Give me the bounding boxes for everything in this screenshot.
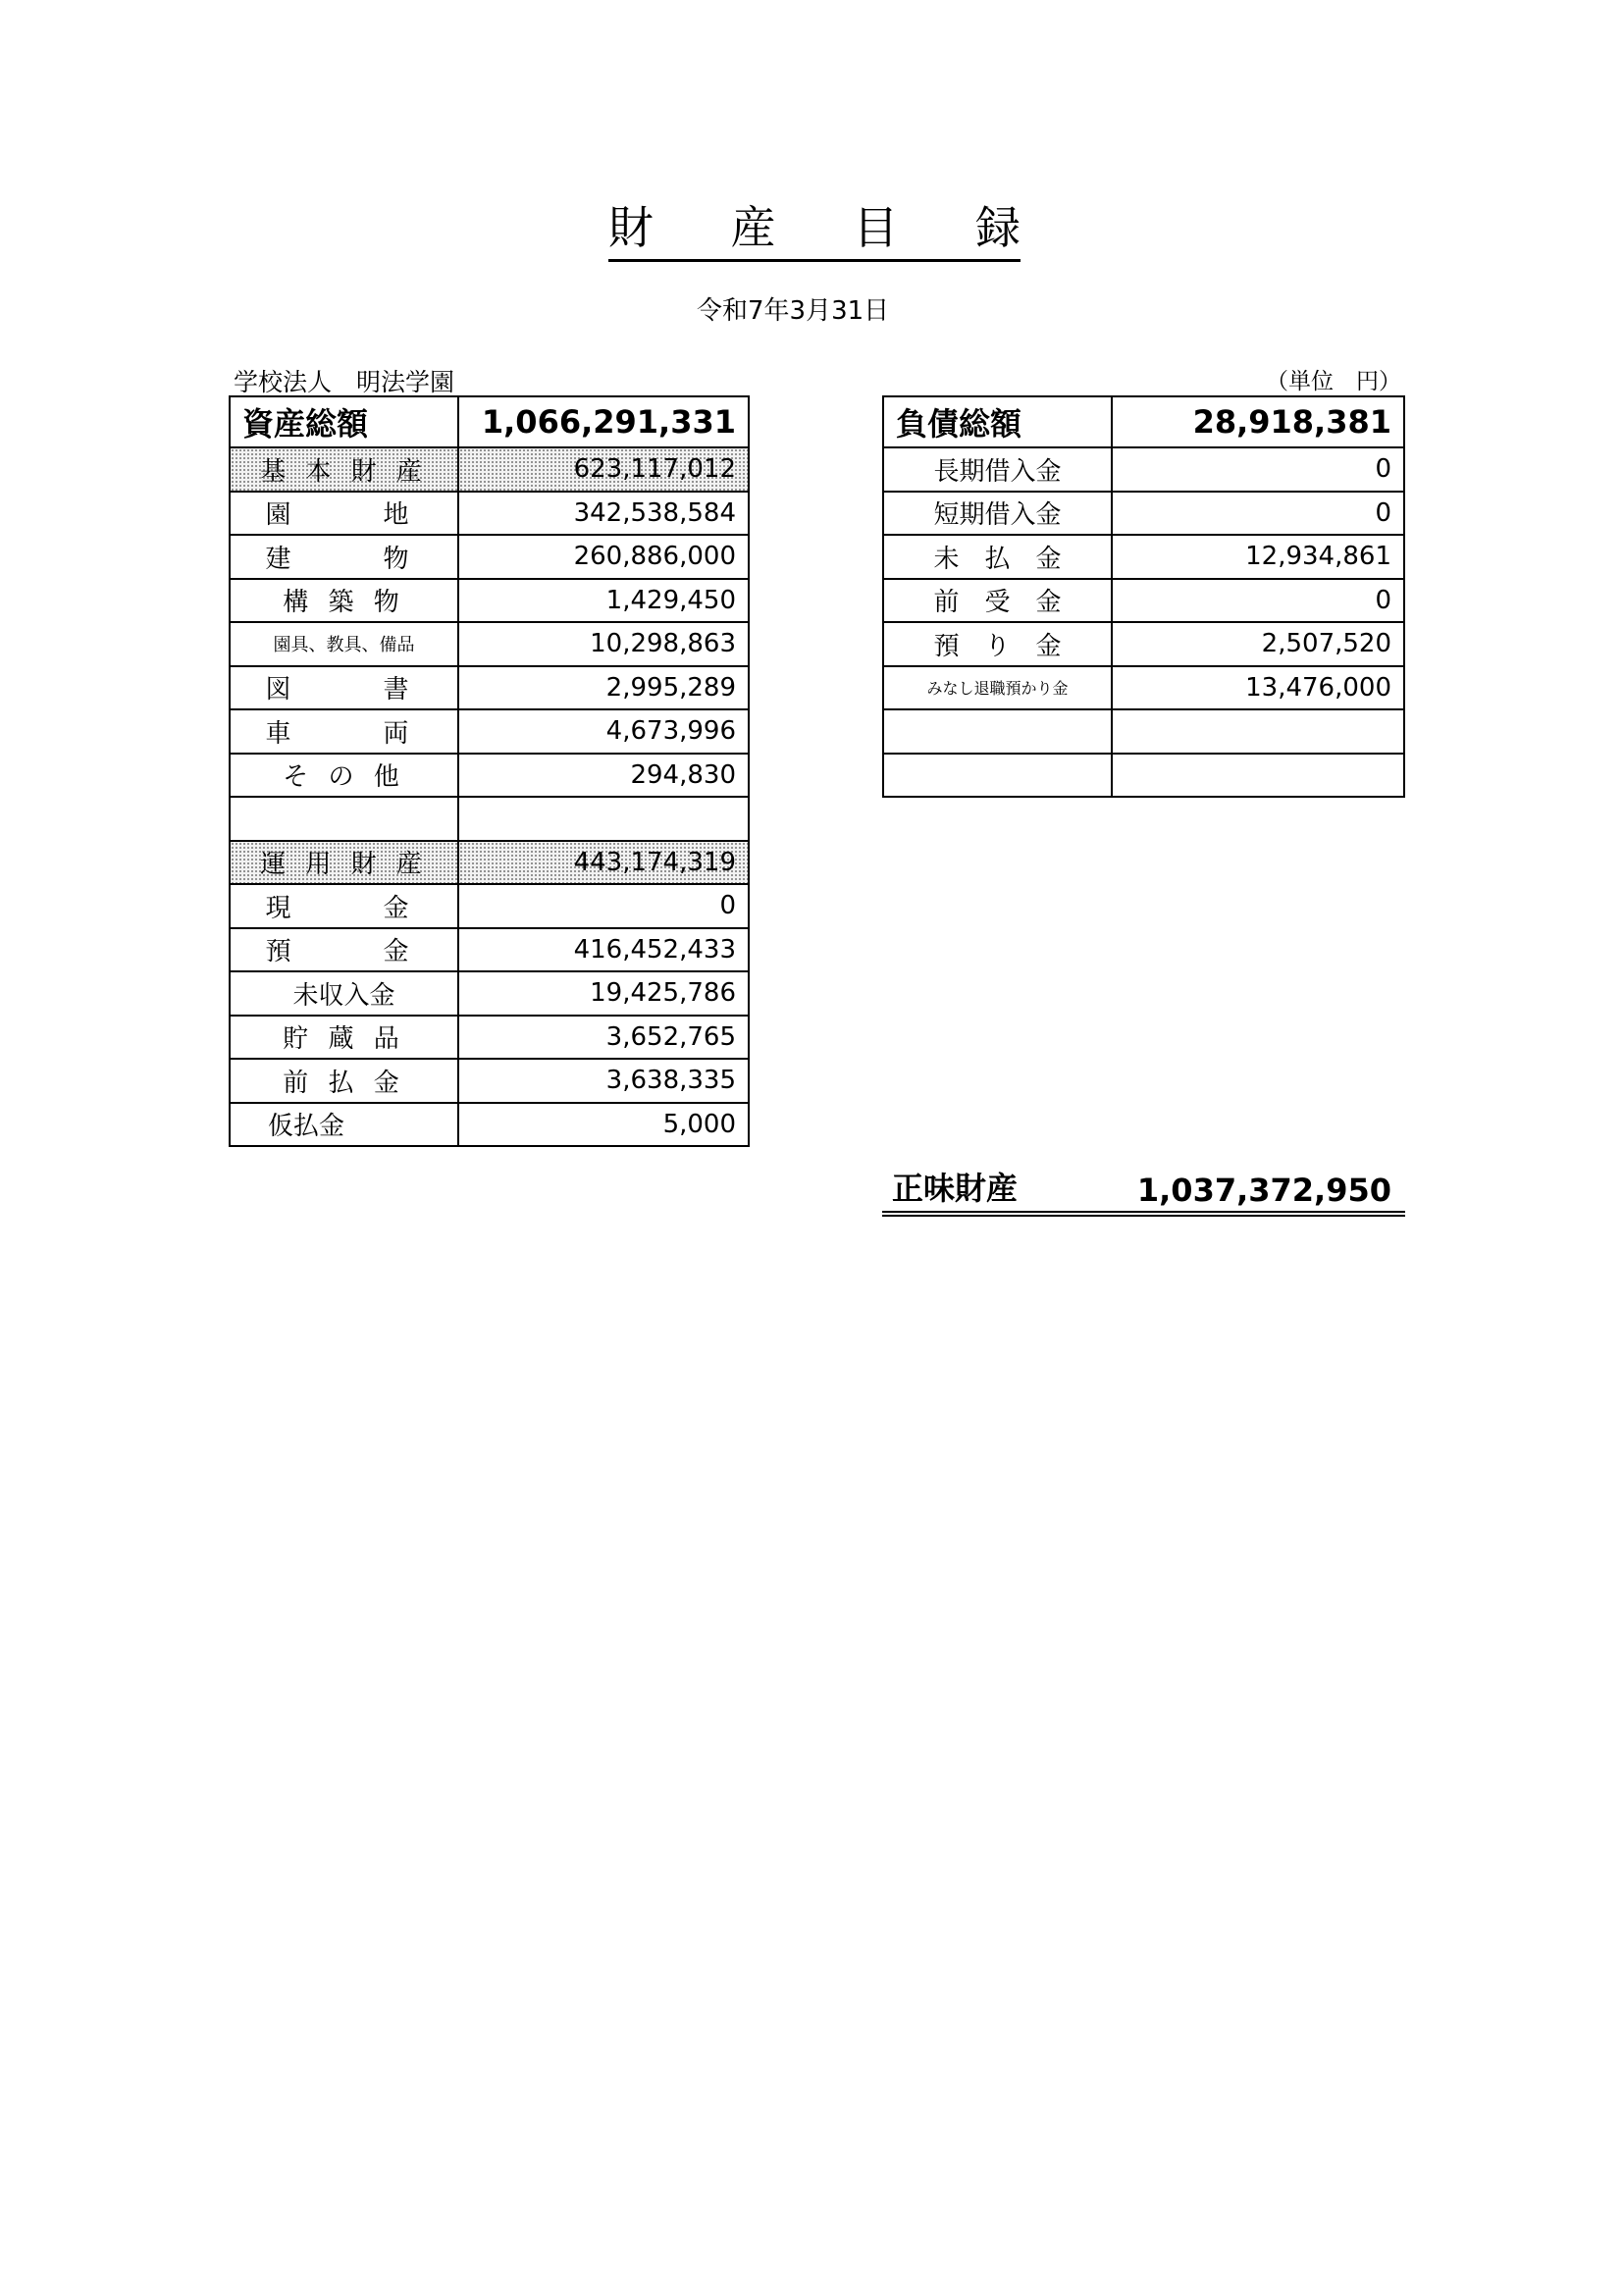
asset-item-value: 1,429,450	[458, 579, 749, 623]
operating-assets-row	[230, 841, 749, 885]
table-row	[883, 579, 1404, 623]
assets-total-label: 資産総額	[230, 396, 458, 447]
asset-item-value: 294,830	[458, 754, 749, 798]
table-row	[883, 666, 1404, 710]
liability-item-label: 未 払 金	[883, 535, 1112, 579]
asset-item-label: 未収入金	[230, 971, 458, 1016]
table-row	[883, 535, 1404, 579]
asset-item-value: 416,452,433	[458, 928, 749, 972]
net-assets-label: 正味財産	[892, 1170, 1019, 1207]
empty-cell	[883, 709, 1112, 754]
empty-row	[230, 797, 749, 841]
liabilities-table	[882, 395, 1405, 798]
asset-item-label: 貯 蔵 品	[230, 1016, 458, 1060]
asset-item-value: 2,995,289	[458, 666, 749, 710]
liability-item-label: 預 り 金	[883, 622, 1112, 666]
asset-item-label: 建 物	[230, 535, 458, 579]
basic-assets-label: 基 本 財 産	[230, 447, 458, 492]
table-row	[230, 666, 749, 710]
liabilities-total-label: 負債総額	[883, 396, 1112, 447]
asset-item-value: 260,886,000	[458, 535, 749, 579]
liability-item-label: 前 受 金	[883, 579, 1112, 623]
table-row	[230, 579, 749, 623]
liability-item-value: 0	[1112, 492, 1404, 536]
asset-item-label: 園具、教具、備品	[230, 622, 458, 666]
liability-item-label: 短期借入金	[883, 492, 1112, 536]
asset-item-label: 預 金	[230, 928, 458, 972]
basic-assets-value: 623,117,012	[458, 447, 749, 492]
liability-item-value: 13,476,000	[1112, 666, 1404, 710]
empty-row	[883, 754, 1404, 798]
net-assets	[882, 1170, 1405, 1217]
asset-item-label: 前 払 金	[230, 1059, 458, 1103]
table-row	[230, 754, 749, 798]
unit-label: （単位 円）	[1266, 369, 1401, 394]
asset-item-value: 4,673,996	[458, 709, 749, 754]
table-row	[230, 971, 749, 1016]
title-char: 財	[608, 201, 654, 254]
table-row	[883, 622, 1404, 666]
table-row	[230, 1016, 749, 1060]
asset-item-value: 5,000	[458, 1103, 749, 1147]
liability-item-label: 長期借入金	[883, 447, 1112, 492]
asset-item-value: 0	[458, 884, 749, 928]
asset-item-label: 構 築 物	[230, 579, 458, 623]
asset-item-value: 10,298,863	[458, 622, 749, 666]
title-char: 録	[974, 201, 1021, 254]
asset-item-value: 3,652,765	[458, 1016, 749, 1060]
asset-item-label: 仮払金	[230, 1103, 458, 1147]
document-date: 令和7年3月31日	[697, 296, 890, 326]
empty-cell	[458, 797, 749, 841]
assets-total-value: 1,066,291,331	[458, 396, 749, 447]
basic-assets-row	[230, 447, 749, 492]
assets-total-row	[230, 396, 749, 447]
asset-item-label: 園 地	[230, 492, 458, 536]
asset-item-label: 図 書	[230, 666, 458, 710]
organization-name: 学校法人 明法学園	[234, 368, 455, 396]
liability-item-value: 12,934,861	[1112, 535, 1404, 579]
title-char: 産	[730, 201, 776, 254]
net-assets-value: 1,037,372,950	[1136, 1172, 1391, 1209]
empty-cell	[230, 797, 458, 841]
asset-item-value: 3,638,335	[458, 1059, 749, 1103]
document-title	[608, 196, 1021, 262]
asset-item-value: 19,425,786	[458, 971, 749, 1016]
table-row	[230, 1103, 749, 1147]
table-row	[230, 884, 749, 928]
operating-assets-value: 443,174,319	[458, 841, 749, 885]
liability-item-label: みなし退職預かり金	[883, 666, 1112, 710]
liability-item-value: 2,507,520	[1112, 622, 1404, 666]
table-row	[883, 492, 1404, 536]
liability-item-value: 0	[1112, 579, 1404, 623]
empty-cell	[1112, 709, 1404, 754]
empty-cell	[883, 754, 1112, 798]
asset-item-label: そ の 他	[230, 754, 458, 798]
liabilities-total-row	[883, 396, 1404, 447]
asset-item-value: 342,538,584	[458, 492, 749, 536]
empty-cell	[1112, 754, 1404, 798]
liabilities-total-value: 28,918,381	[1112, 396, 1404, 447]
asset-item-label: 現 金	[230, 884, 458, 928]
liability-item-value: 0	[1112, 447, 1404, 492]
table-row	[230, 928, 749, 972]
table-row	[230, 709, 749, 754]
table-row	[230, 492, 749, 536]
empty-row	[883, 709, 1404, 754]
operating-assets-label: 運 用 財 産	[230, 841, 458, 885]
table-row	[230, 622, 749, 666]
table-row	[230, 1059, 749, 1103]
assets-table	[229, 395, 750, 1147]
asset-item-label: 車 両	[230, 709, 458, 754]
title-char: 目	[853, 201, 899, 254]
table-row	[230, 535, 749, 579]
table-row	[883, 447, 1404, 492]
